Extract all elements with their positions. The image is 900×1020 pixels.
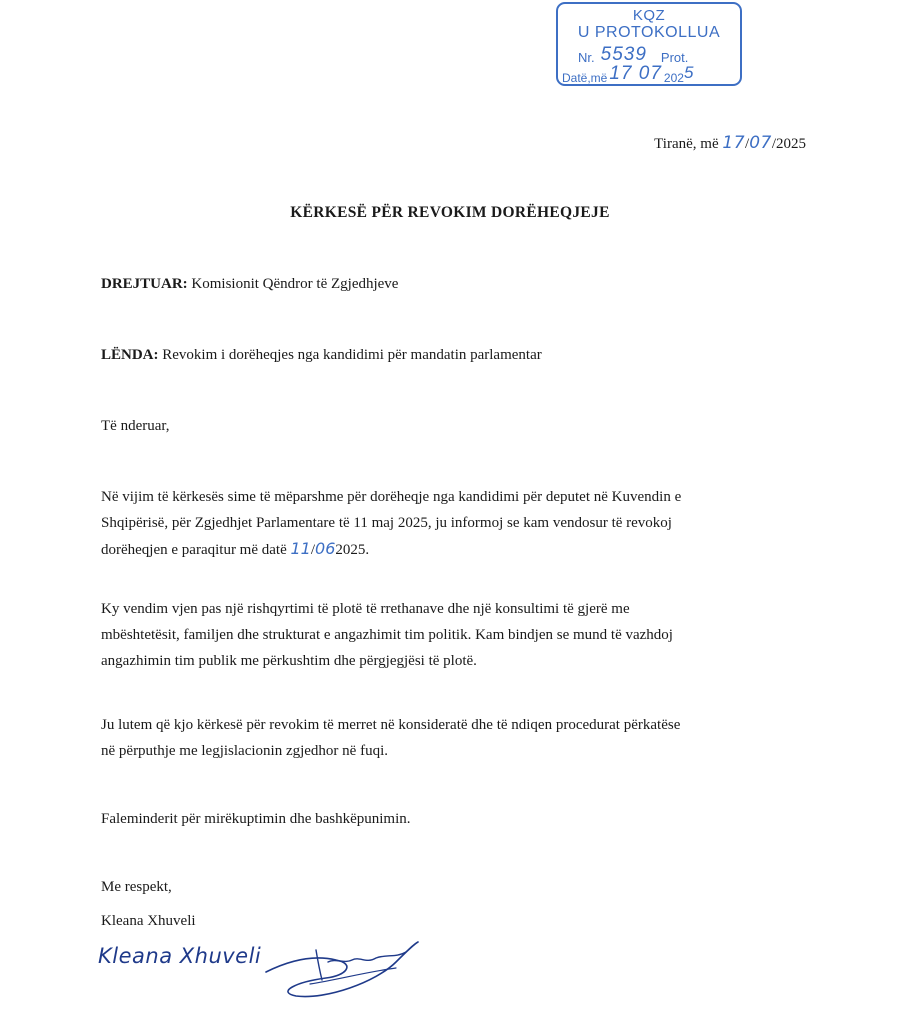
addressed-label: DREJTUAR: (101, 276, 188, 292)
paragraph-1-line-1: Në vijim të kërkesës sime të mëparshme për dorëheqje nga kandidimi për deputet në Kuvendin e (101, 489, 682, 505)
p1-day: 11 (290, 539, 311, 558)
handwritten-name: Kleana Xhuveli (98, 944, 262, 968)
paragraph-1 (101, 484, 821, 563)
paragraph-2-line-2: mbështetësit, familjen dhe strukturat e angazhimit tim politik. Kam bindjen se mund të vazhdoj (101, 627, 673, 643)
addressed-line (101, 271, 398, 297)
paragraph-3 (101, 712, 821, 764)
p1-month: 06 (315, 539, 336, 558)
p1-line3-prefix: dorëheqjen e paraqitur më datë (101, 542, 287, 558)
stamp-year-suffix: 5 (683, 63, 694, 82)
paragraph-2-line-3: angazhimin tim publik me përkushtim dhe përgjegjësi të plotë. (101, 653, 477, 669)
stamp-nr-label: Nr. (578, 50, 595, 65)
stamp-year-prefix: 202 (663, 71, 684, 85)
date-day: 17 (722, 133, 746, 153)
place-label: Tiranë, më (654, 136, 719, 152)
salutation: Të nderuar, (101, 418, 170, 434)
stamp-status: U PROTOKOLLUA (577, 24, 721, 41)
thanks-line: Faleminderit për mirëkuptimin dhe bashkëpunimin. (101, 811, 411, 827)
stamp-nr-value: 5539 (600, 44, 647, 65)
document-title: KËRKESË PËR REVOKIM DORËHEQJEJE (290, 204, 610, 221)
stamp-date-value: 17 07 (609, 63, 662, 84)
p1-sep: / (310, 542, 316, 558)
date-month: 07 (749, 133, 772, 153)
p1-year: 2025. (335, 542, 370, 558)
place-date (654, 133, 806, 153)
registry-stamp (556, 2, 742, 86)
signature-icon (96, 932, 426, 1002)
author-name: Kleana Xhuveli (101, 913, 196, 929)
paragraph-1-line-3 (101, 536, 821, 563)
subject-value: Revokim i dorëheqjes nga kandidimi për mandatin parlamentar (162, 347, 542, 363)
paragraph-3-line-1: Ju lutem që kjo kërkesë për revokim të merret në konsideratë dhe të ndiqen procedurat përkatëse (101, 717, 681, 733)
paragraph-2 (101, 596, 821, 674)
closing-line: Me respekt, (101, 879, 172, 895)
stamp-date-label: Datë,më (562, 71, 608, 85)
addressed-value: Komisionit Qëndror të Zgjedhjeve (191, 276, 399, 292)
date-sep: / (745, 136, 750, 152)
stamp-org: KQZ (632, 7, 666, 24)
date-year: /2025 (771, 136, 806, 152)
subject-line (101, 342, 542, 368)
stamp-prot-label: Prot. (660, 50, 689, 65)
paragraph-1-line-2: Shqipërisë, për Zgjedhjet Parlamentare të 11 maj 2025, ju informoj se kam vendosur të revokoj (101, 515, 672, 531)
paragraph-3-line-2: në përputhje me legjislacionin zgjedhor në fuqi. (101, 743, 388, 759)
subject-label: LËNDA: (101, 347, 159, 363)
stamp-date-row (562, 63, 694, 88)
paragraph-2-line-1: Ky vendim vjen pas një rishqyrtimi të plotë të rrethanave dhe një konsultimi të gjerë me (101, 601, 630, 617)
